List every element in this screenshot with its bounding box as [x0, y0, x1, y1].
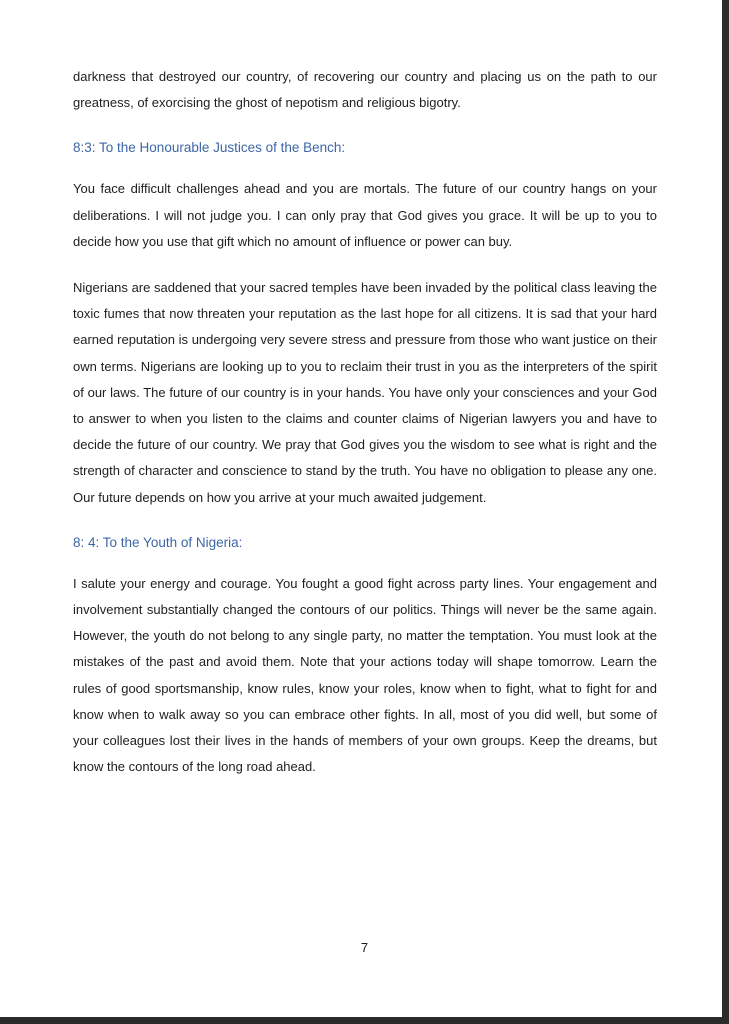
justices-paragraph-2: Nigerians are saddened that your sacred temples have been invaded by the political class leaving the toxic fumes that now threaten your reputation as the last hope for all citizens. It is sad that your hard earned reputation is undergoing very severe stress and pressure from those who want justice on their own terms. Nigerians are looking up to you to reclaim their trust in you as the interpreters of the spirit of our laws. The future of our country is in your hands. You have only your consciences and your God to answer to when you listen to the claims and counter claims of Nigerian lawyers you and have to decide the future of our country. We pray that God gives you the wisdom to see what is right and the strength of character and conscience to stand by the truth. You have no obligation to please any one. Our future depends on how you arrive at your much awaited judgement.: [73, 280, 657, 505]
section-heading-youth: 8: 4: To the Youth of Nigeria:: [73, 534, 243, 550]
section-heading-justices: 8:3: To the Honourable Justices of the Bench:: [73, 140, 346, 156]
page-content: [73, 64, 657, 800]
page-number: 7: [360, 940, 369, 955]
intro-paragraph: darkness that destroyed our country, of recovering our country and placing us on the path to our greatness, of exorcising the ghost of nepotism and religious bigotry.: [73, 69, 657, 111]
youth-paragraph-1: I salute your energy and courage. You fought a good fight across party lines. Your engagement and involvement substantially changed the contours of our politics. Things will never be the same again. However, the youth do not belong to any single party, no matter the temptation. You must look at the mistakes of the past and avoid them. Note that your actions today will shape tomorrow. Learn the rules of good sportsmanship, know rules, know your roles, know when to fight, what to fight for and know when to walk away so you can embrace other fights. In all, most of you did well, but some of your colleagues lost their lives in the hands of members of your own groups. Keep the dreams, but know the contours of the long road ahead.: [73, 575, 657, 775]
justices-paragraph-1: You face difficult challenges ahead and you are mortals. The future of our country hangs on your deliberations. I will not judge you. I can only pray that God gives you grace. It will be up to you to decide how you use that gift which no amount of influence or power can buy.: [73, 181, 657, 249]
